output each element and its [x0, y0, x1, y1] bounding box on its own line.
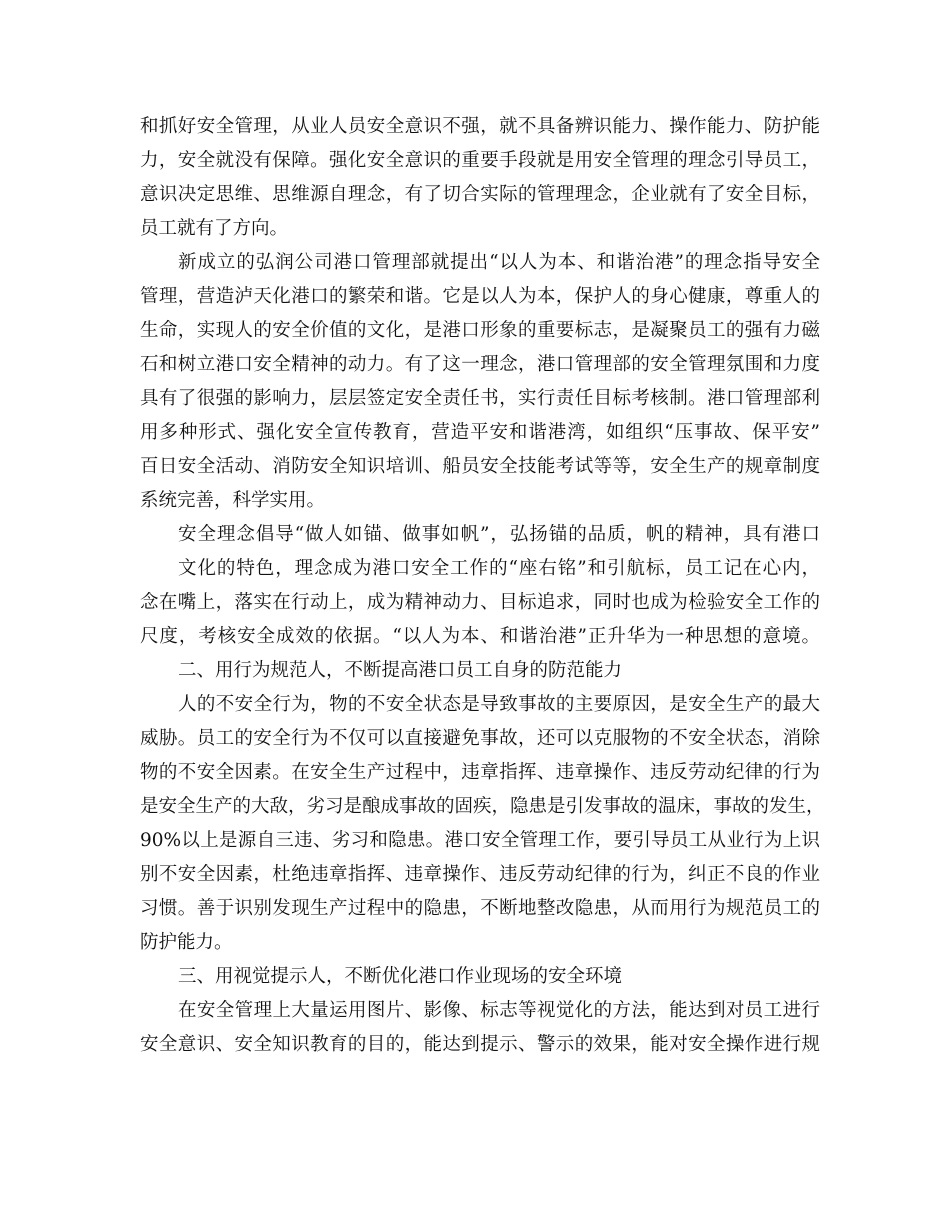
text-line: 物的不安全因素。在安全生产过程中，违章指挥、违章操作、违反劳动纪律的行为	[140, 762, 820, 783]
text-line: 文化的特色，理念成为港口安全工作的“座右铭”和引航标，员工记在心内，	[178, 558, 820, 579]
text-line: 是安全生产的大敌，劣习是酿成事故的固疾，隐患是引发事故的温床，事故的发生，	[140, 796, 825, 817]
text-line: 习惯。善于识别发现生产过程中的隐患，不断地整改隐患，从而用行为规范员工的	[140, 898, 820, 919]
text-line: 员工就有了方向。	[140, 218, 289, 239]
text-line: 人的不安全行为，物的不安全状态是导致事故的主要原因，是安全生产的最大	[178, 694, 820, 715]
text-line: 和抓好安全管理，从业人员安全意识不强，就不具备辨识能力、操作能力、防护能	[140, 116, 820, 137]
text-line: 石和树立港口安全精神的动力。有了这一理念，港口管理部的安全管理氛围和力度	[140, 354, 820, 375]
text-line: 系统完善，科学实用。	[140, 490, 326, 511]
text-line: 三、用视觉提示人，不断优化港口作业现场的安全环境	[178, 966, 623, 987]
text-line: 90%以上是源自三违、劣习和隐患。港口安全管理工作，要引导员工从业行为上识	[140, 830, 820, 851]
text-line: 二、用行为规范人，不断提高港口员工自身的防范能力	[178, 660, 623, 681]
text-line: 意识决定思维、思维源自理念，有了切合实际的管理理念，企业就有了安全目标，	[140, 184, 820, 205]
text-line: 念在嘴上，落实在行动上，成为精神动力、目标追求，同时也成为检验安全工作的	[140, 592, 820, 613]
text-line: 新成立的弘润公司港口管理部就提出“以人为本、和谐治港”的理念指导安全	[178, 252, 820, 273]
text-line: 具有了很强的影响力，层层签定安全责任书，实行责任目标考核制。港口管理部利	[140, 388, 820, 409]
text-line: 用多种形式、强化安全宣传教育，营造平安和谐港湾，如组织“压事故、保平安”	[140, 422, 820, 443]
text-line: 力，安全就没有保障。强化安全意识的重要手段就是用安全管理的理念引导员工，	[140, 150, 820, 171]
text-line: 百日安全活动、消防安全知识培训、船员安全技能考试等等，安全生产的规章制度	[140, 456, 820, 477]
text-line: 安全意识、安全知识教育的目的，能达到提示、警示的效果，能对安全操作进行规	[140, 1034, 820, 1055]
text-line: 别不安全因素，杜绝违章指挥、违章操作、违反劳动纪律的行为，纠正不良的作业	[140, 864, 820, 885]
text-line: 防护能力。	[140, 932, 233, 953]
text-line: 管理，营造泸天化港口的繁荣和谐。它是以人为本，保护人的身心健康，尊重人的	[140, 286, 820, 307]
text-line: 安全理念倡导“做人如锚、做事如帆”，弘扬锚的品质，帆的精神，具有港口	[178, 524, 820, 545]
text-line: 生命，实现人的安全价值的文化，是港口形象的重要标志，是凝聚员工的强有力磁	[140, 320, 820, 341]
document-page	[140, 110, 825, 1062]
text-line: 在安全管理上大量运用图片、影像、标志等视觉化的方法，能达到对员工进行	[178, 1000, 820, 1021]
text-line: 尺度，考核安全成效的依据。“以人为本、和谐治港”正升华为一种思想的意境。	[140, 626, 820, 647]
text-line: 威胁。员工的安全行为不仅可以直接避免事故，还可以克服物的不安全状态，消除	[140, 728, 820, 749]
